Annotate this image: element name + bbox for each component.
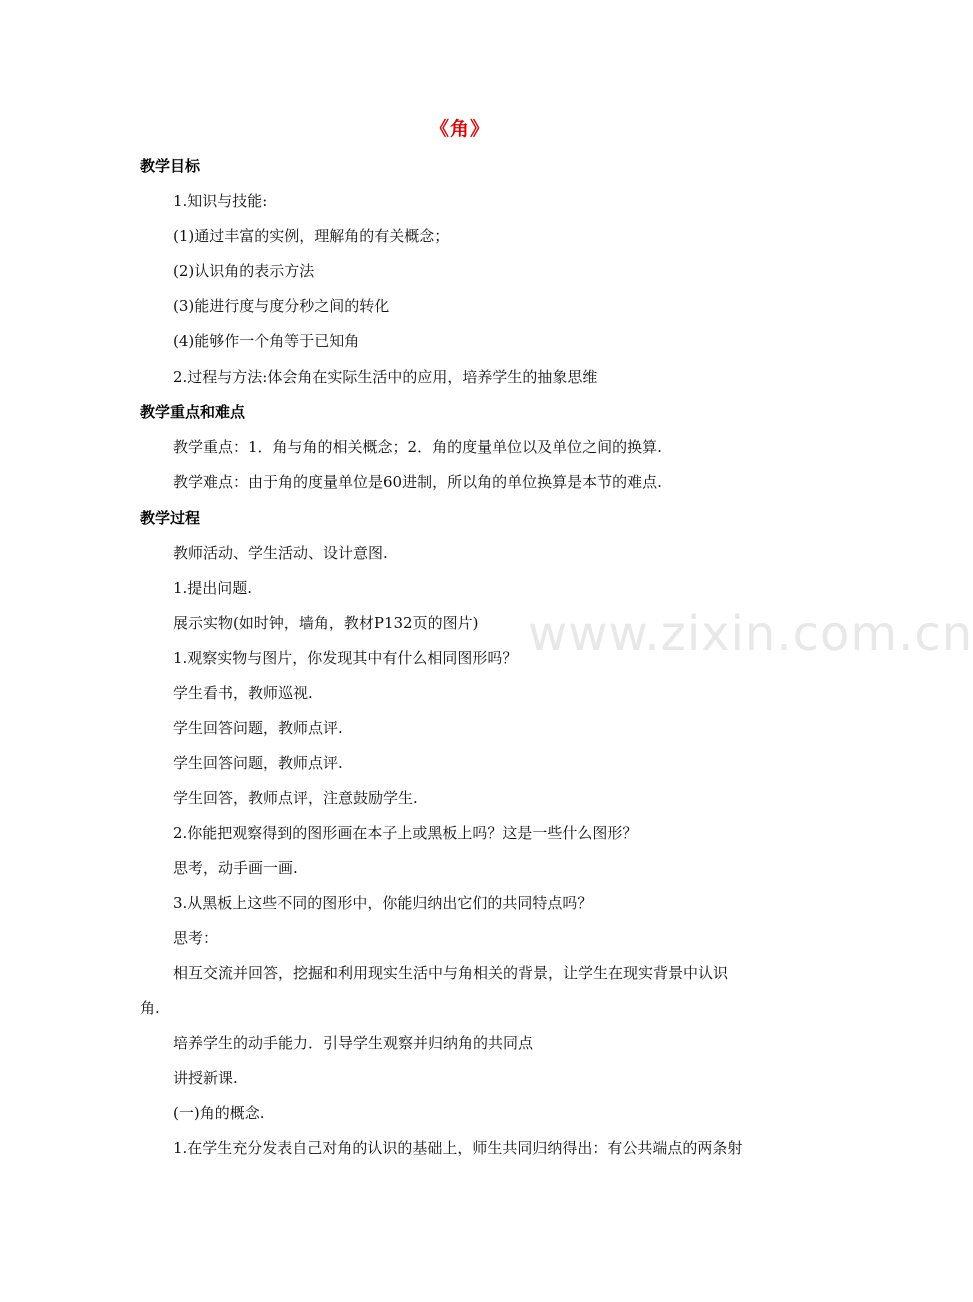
paragraph-line: 1.提出问题. — [173, 579, 253, 597]
paragraph-line: 思考： — [173, 929, 219, 947]
paragraph-line: 学生回答问题，教师点评. — [173, 754, 343, 772]
paragraph-line: 3.从黑板上这些不同的图形中，你能归纳出它们的共同特点吗？ — [173, 894, 593, 912]
paragraph-line: (3)能进行度与度分秒之间的转化 — [173, 297, 390, 315]
paragraph-line: 教师活动、学生活动、设计意图. — [173, 544, 388, 562]
paragraph-line: (4)能够作一个角等于已知角 — [173, 332, 360, 350]
paragraph-line: 1.在学生充分发表自己对角的认识的基础上，师生共同归纳得出：有公共端点的两条射 — [173, 1139, 743, 1157]
section-heading-keypoints: 教学重点和难点 — [140, 403, 246, 421]
paragraph-line: 角. — [140, 999, 160, 1017]
paragraph-line: 教学难点：由于角的度量单位是60进制，所以角的单位换算是本节的难点. — [173, 473, 662, 491]
paragraph-line: 学生看书，教师巡视. — [173, 684, 313, 702]
paragraph-line: 培养学生的动手能力．引导学生观察并归纳角的共同点 — [173, 1034, 534, 1052]
paragraph-line: 1.知识与技能: — [173, 192, 268, 210]
paragraph-line: (2)认识角的表示方法 — [173, 262, 315, 280]
paragraph-line: 2.你能把观察得到的图形画在本子上或黑板上吗？这是一些什么图形？ — [173, 824, 638, 842]
paragraph-line: (1)通过丰富的实例，理解角的有关概念； — [173, 227, 450, 245]
paragraph-line: 教学重点：1．角与角的相关概念；2．角的度量单位以及单位之间的换算. — [173, 438, 662, 456]
paragraph-line: 相互交流并回答，挖掘和利用现实生活中与角相关的背景，让学生在现实背景中认识 — [173, 964, 729, 982]
paragraph-line: (一)角的概念. — [173, 1104, 265, 1122]
paragraph-line: 1.观察实物与图片，你发现其中有什么相同图形吗？ — [173, 649, 518, 667]
paragraph-line: 2.过程与方法:体会角在实际生活中的应用，培养学生的抽象思维 — [173, 368, 598, 386]
section-heading-goals: 教学目标 — [140, 157, 201, 175]
paragraph-line: 学生回答，教师点评，注意鼓励学生. — [173, 789, 418, 807]
watermark: www.zixin.com.cn — [528, 606, 973, 662]
document-title: 《角》 — [429, 118, 490, 140]
paragraph-line: 学生回答问题，教师点评. — [173, 719, 343, 737]
paragraph-line: 讲授新课. — [173, 1069, 238, 1087]
paragraph-line: 思考，动手画一画. — [173, 859, 298, 877]
section-heading-process: 教学过程 — [140, 509, 201, 527]
paragraph-line: 展示实物(如时钟，墙角，教材P132页的图片) — [173, 614, 479, 632]
